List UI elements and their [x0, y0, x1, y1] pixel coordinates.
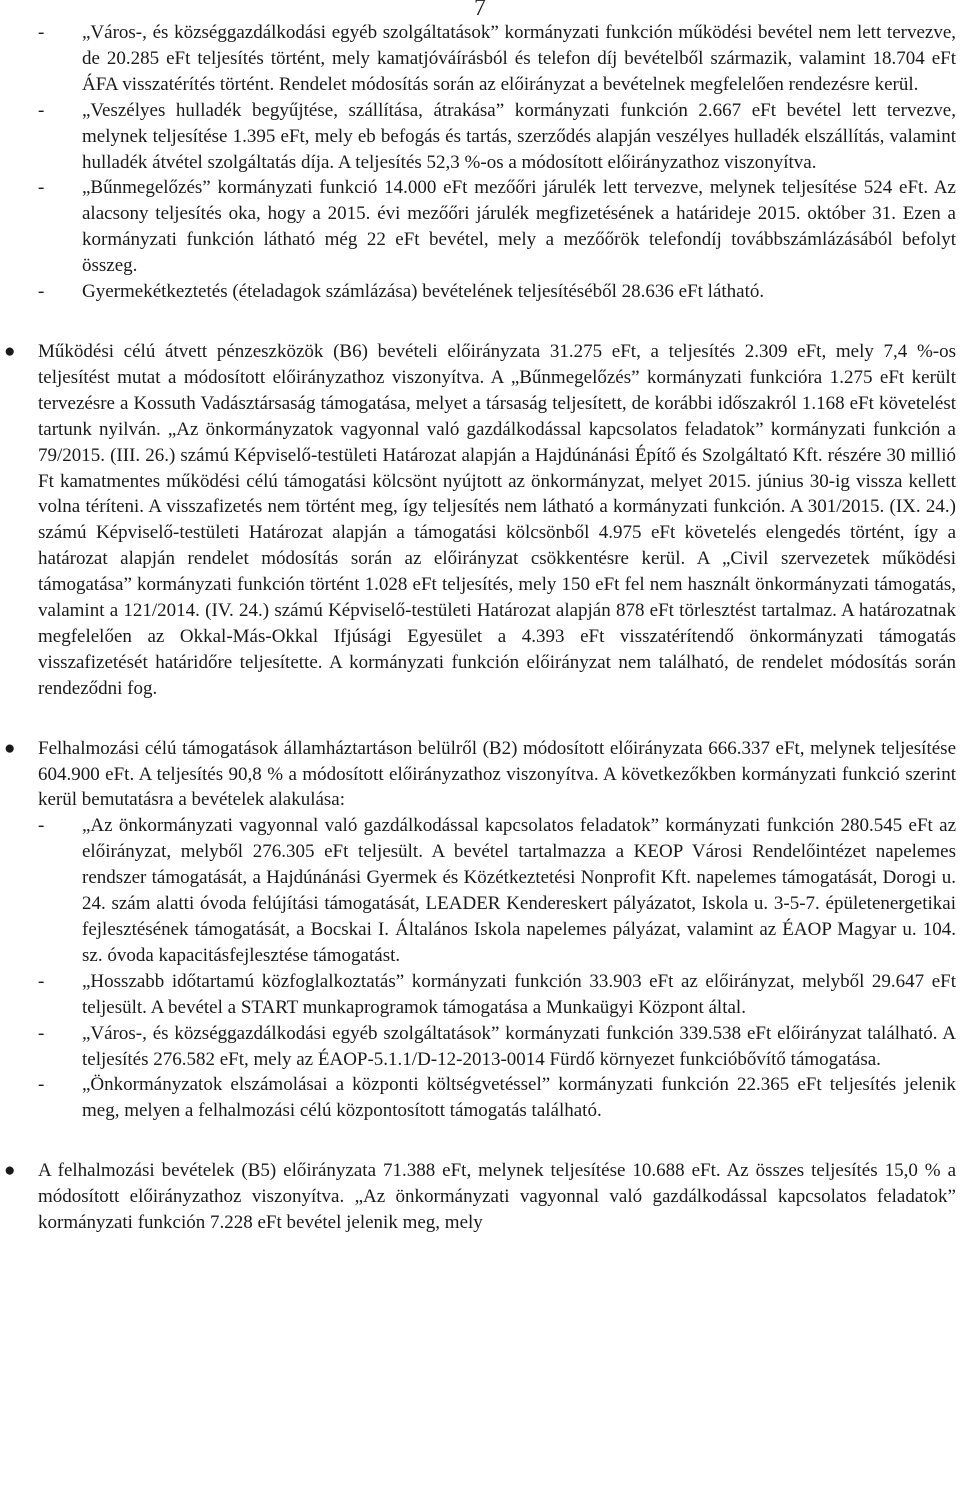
dash-marker: - — [38, 970, 45, 992]
dash-item — [38, 98, 956, 176]
dash-item-text: Gyermekétkeztetés (ételadagok számlázása) bevételének teljesítéséből 28.636 eFt látható. — [82, 281, 765, 303]
dash-item-text: „Város-, és községgazdálkodási egyéb szolgáltatások” kormányzati funkción működési bevétel nem lett tervezve, de 20.285 eFt teljesítés történt, mely kamatjóváírásból és telefon díj bevételből származik, valamint 18.704 eFt ÁFA visszatérítés történt. Rendelet módosítás során az előirányzat a bevételnek megfelelően rendezésre kerül. — [82, 22, 956, 95]
bullet-icon: ● — [4, 340, 16, 362]
bullet-paragraph-b5 — [4, 1158, 956, 1236]
dash-item-text: „Önkormányzatok elszámolásai a központi költségvetéssel” kormányzati funkción 22.365 eFt teljesítés jelenik meg, melyen a felhalmozási célú központosított támogatás található. — [82, 1074, 956, 1122]
dash-marker: - — [38, 99, 45, 121]
dash-item — [38, 175, 956, 279]
bullet-paragraph-text: Felhalmozási célú támogatások államháztartáson belülről (B2) módosított előirányzata 666.337 eFt, melynek teljesítése 604.900 eFt. A teljesítés 90,8 % a módosított előirányzathoz viszonyítva. A következőkben kormányzati funkció szerint kerül bemutatásra a bevételek alakulása: — [38, 737, 956, 811]
dash-item-text: „Veszélyes hulladék begyűjtése, szállítása, átrakása” kormányzati funkción 2.667 eFt bevétel lett tervezve, melynek teljesítése 1.395 eFt, mely eb befogás és tartás, szerződés alapján veszélyes hulladék elszállítás, valamint hulladék átvétel szolgáltatás díja. A teljesítés 52,3 %-os a módosított előirányzathoz viszonyítva. — [82, 99, 956, 173]
dash-item — [38, 813, 956, 968]
bullet-paragraph-text: A felhalmozási bevételek (B5) előirányzata 71.388 eFt, melynek teljesítése 10.688 eFt. Az összes teljesítés 15,0 % a módosított előirányzathoz viszonyítva. „Az önkormányzati vagyonnal való gazdálkodással kapcsolatos feladatok” kormányzati funkción 7.228 eFt bevétel jelenik meg, mely — [38, 1160, 956, 1234]
dash-item-text: „Bűnmegelőzés” kormányzati funkció 14.000 eFt mezőőri járulék lett tervezve, melynek teljesítése 524 eFt. Az alacsony teljesítés oka, hogy a 2015. évi mezőőri járulék megfizetésének a határideje 2015. október 31. Ezen a kormányzati funkción látható még 22 eFt bevétel, mely a mezőőrök telefondíj továbbszámlázásából befolyt összeg. — [82, 177, 956, 277]
bullet-paragraph-b2 — [4, 736, 956, 814]
bullet-paragraph-b6 — [4, 339, 956, 702]
dash-item-text: „Az önkormányzati vagyonnal való gazdálkodással kapcsolatos feladatok” kormányzati funkción 280.545 eFt az előirányzat, melyből 276.305 eFt teljesült. A bevétel tartalmazza a KEOP Városi Rendelőintézet napelemes rendszer támogatását, a Hajdúnánási Gyermek és Közétkeztetési Nonprofit Kft. napelemes támogatását, Dorogi u. 24. szám alatti óvoda felújítási támogatását, LEADER Kendereskert pályázatot, Iskola u. 3-5-7. épületenergetikai fejlesztésének támogatását, a Bocskai I. Általános Iskola napelemes pályázat, valamint az ÉAOP Magyar u. 104. sz. óvoda kapacitásfejlesztése támogatást. — [82, 815, 956, 966]
dash-item — [38, 20, 956, 98]
dash-list-b2 — [38, 813, 956, 1124]
dash-marker: - — [38, 815, 45, 837]
document-body — [4, 20, 956, 1236]
dash-item-text: „Város-, és községgazdálkodási egyéb szolgáltatások” kormányzati funkción 339.538 eFt előirányzat található. A teljesítés 276.582 eFt, mely az ÉAOP-5.1.1/D-12-2013-0014 Fürdő környezet funkcióbővítő támogatása. — [82, 1022, 956, 1070]
bullet-icon: ● — [4, 1160, 16, 1182]
dash-marker: - — [38, 1074, 45, 1096]
dash-item — [38, 969, 956, 1021]
dash-item — [38, 1072, 956, 1124]
dash-item — [38, 279, 956, 305]
dash-item-text: „Hosszabb időtartamú közfoglalkoztatás” kormányzati funkción 33.903 eFt az előirányzat, melyből 29.647 eFt teljesült. A bevétel a START munkaprogramok támogatása a Munkaügyi Központ által. — [82, 970, 956, 1018]
dash-marker: - — [38, 1022, 45, 1044]
bullet-paragraph-text: Működési célú átvett pénzeszközök (B6) bevételi előirányzata 31.275 eFt, a teljesítés 2.309 eFt, mely 7,4 %-os teljesítést mutat a módosított előirányzathoz viszonyítva. A „Bűnmegelőzés” kormányzati funkcióra 1.275 eFt került tervezésre a Kossuth Vadásztársaság támogatása, melyet a társaság teljesített, de korábbi időszakról 1.168 eFt követelést tartunk nyilván. „Az önkormányzatok vagyonnal való gazdálkodással kapcsolatos feladatok” kormányzati funkción a 79/2015. (III. 26.) számú Képviselő-testületi Határozat alapján a Hajdúnánási Építő és Szolgáltató Kft. részére 30 millió Ft kamatmentes működési célú támogatási kölcsönt nyújtott az önkormányzat, melyet 2015. június 30-ig vissza kellett volna téríteni. A visszafizetés nem történt meg, így teljesítés nem látható a kormányzati funkción. A 301/2015. (IX. 24.) számú Képviselő-testületi Határozat alapján a támogatási kölcsönből 4.975 eFt követelés elengedés történt, így a határozat alapján rendelet módosítás során az előirányzat csökkentésre kerül. A „Civil szervezetek működési támogatása” kormányzati funkción történt 1.028 eFt teljesítés, mely 150 eFt fel nem használt önkormányzati támogatás, valamint a 121/2014. (IV. 24.) számú Képviselő-testületi Határozat alapján 878 eFt törlesztést tartalmaz. A határozatnak megfelelően az Okkal-Más-Okkal Ifjúsági Egyesület a 4.393 eFt visszatérítendő önkormányzati támogatás visszafizetését határidőre teljesítette. A kormányzati funkción előirányzat nem található, de rendelet módosítás során rendeződni fog. — [38, 340, 956, 699]
dash-marker: - — [38, 281, 45, 303]
dash-item — [38, 1021, 956, 1073]
dash-list-top — [38, 20, 956, 305]
bullet-icon: ● — [4, 737, 16, 759]
bullet-section-b2 — [4, 736, 956, 1125]
page-number: 7 — [474, 0, 486, 21]
dash-marker: - — [38, 22, 45, 43]
dash-marker: - — [38, 177, 45, 199]
